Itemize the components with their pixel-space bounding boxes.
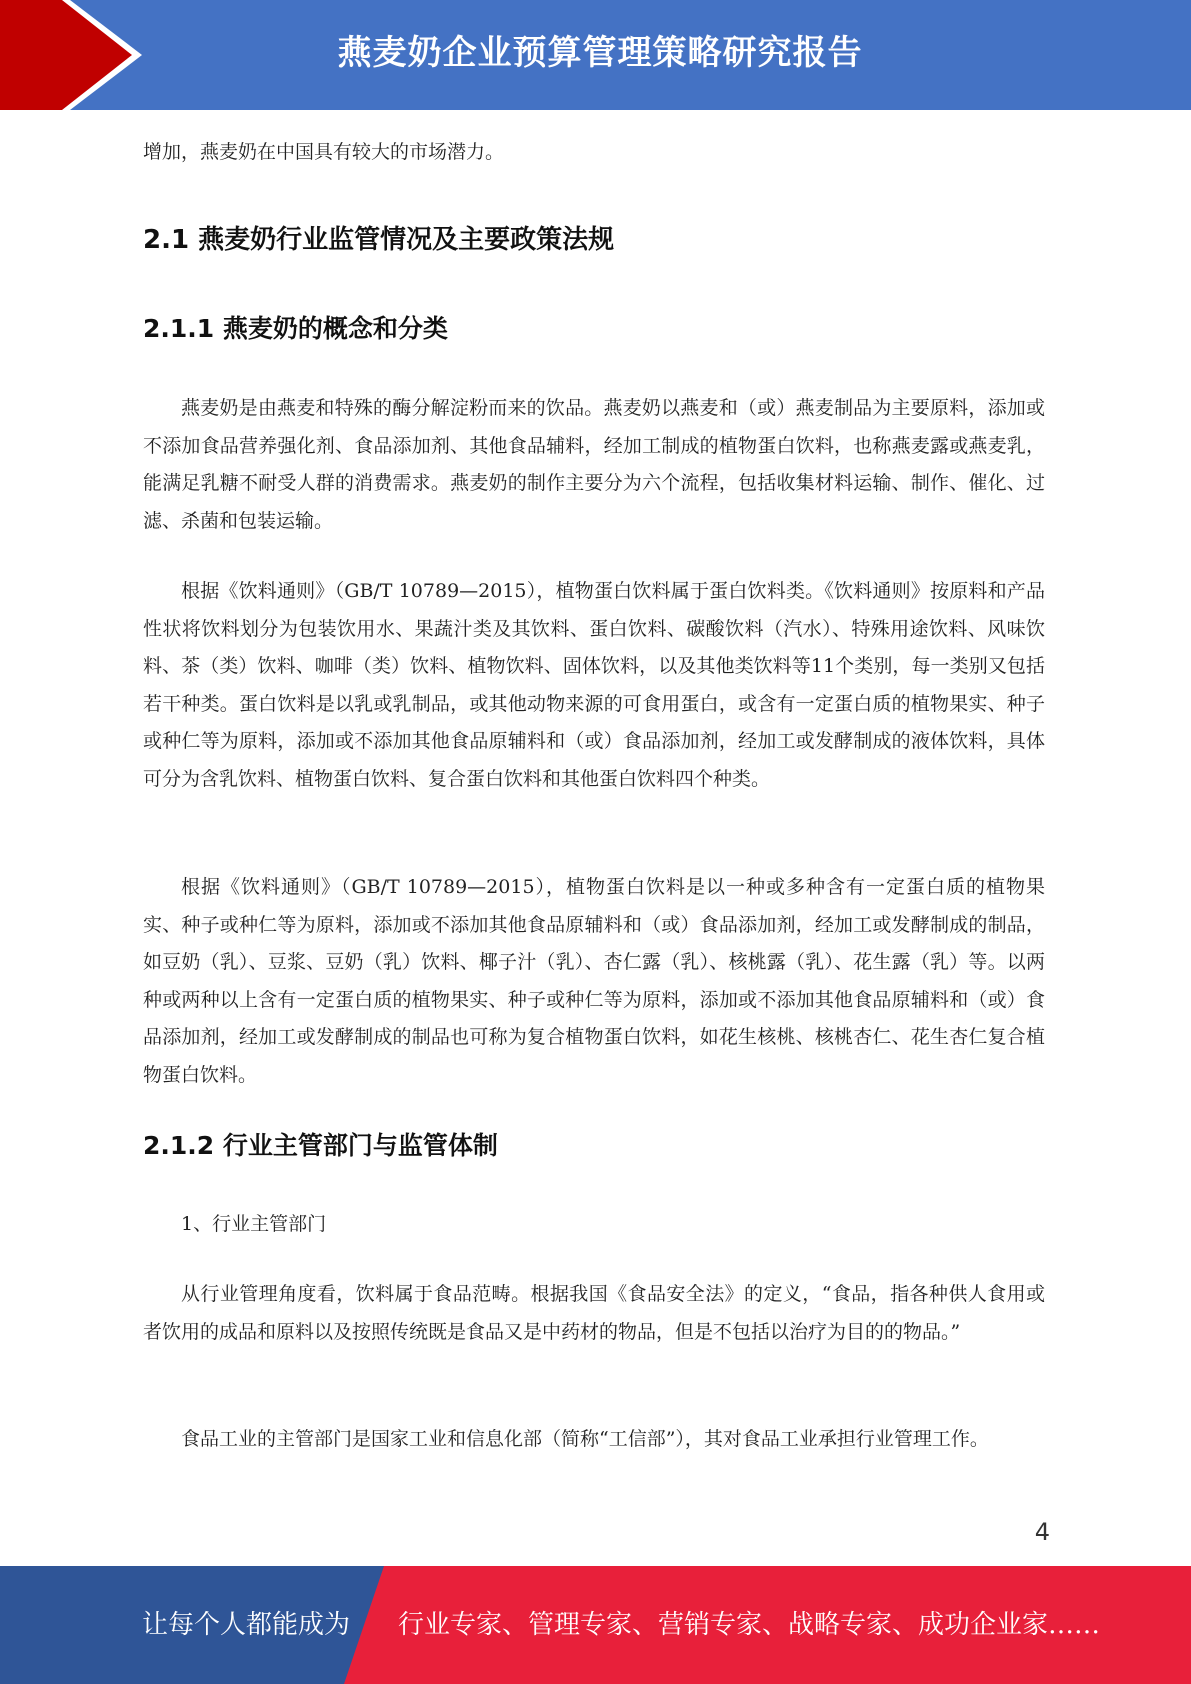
header-title: 燕麦奶企业预算管理策略研究报告 <box>337 33 863 73</box>
paragraph-food-definition: 从行业管理角度看，饮料属于食品范畴。根据我国《食品安全法》的定义，“食品，指各种供人食用或者饮用的成品和原料以及按照传统既是食品又是中药材的物品，但是不包括以治疗为目的的物品。” <box>143 1283 1045 1343</box>
subsection-heading-2-1-1: 2.1.1 燕麦奶的概念和分类 <box>143 314 448 343</box>
subsection-heading-2-1-2: 2.1.2 行业主管部门与监管体制 <box>143 1131 498 1160</box>
paragraph-plant-protein-drink: 根据《饮料通则》（GB/T 10789—2015），植物蛋白饮料是以一种或多种含有一定蛋白质的植物果实、种子或种仁等为原料，添加或不添加其他食品原辅料和（或）食品添加剂，经加工或发酵制成的制品，如豆奶（乳）、豆浆、豆奶（乳）饮料、椰子汁（乳）、杏仁露（乳）、核桃露（乳）、花生露（乳）等。以两种或两种以上含有一定蛋白质的植物果实、种子或种仁等为原料，添加或不添加其他食品原辅料和（或）食品添加剂，经加工或发酵制成的制品也可称为复合植物蛋白饮料，如花生核桃、核桃杏仁、花生杏仁复合植物蛋白饮料。 <box>143 876 1045 1086</box>
footer-slogan-right: 行业专家、管理专家、营销专家、战略专家、成功企业家…… <box>398 1610 1101 1640</box>
page-header <box>0 0 1191 110</box>
paragraph-miit: 食品工业的主管部门是国家工业和信息化部（简称“工信部”），其对食品工业承担行业管理工作。 <box>181 1428 989 1450</box>
header-arrow-decoration <box>0 0 160 110</box>
footer-slogan-left: 让每个人都能成为 <box>142 1610 351 1640</box>
paragraph-oat-milk-concept: 燕麦奶是由燕麦和特殊的酶分解淀粉而来的饮品。燕麦奶以燕麦和（或）燕麦制品为主要原料，添加或不添加食品营养强化剂、食品添加剂、其他食品辅料，经加工制成的植物蛋白饮料，也称燕麦露或燕麦乳，能满足乳糖不耐受人群的消费需求。燕麦奶的制作主要分为六个流程，包括收集材料运输、制作、催化、过滤、杀菌和包装运输。 <box>143 397 1045 532</box>
page-footer <box>0 1566 1191 1684</box>
page-number: 4 <box>1034 1518 1050 1546</box>
section-heading-2-1: 2.1 燕麦奶行业监管情况及主要政策法规 <box>143 225 615 255</box>
list-item-authority: 1、行业主管部门 <box>181 1213 327 1235</box>
intro-paragraph: 增加，燕麦奶在中国具有较大的市场潜力。 <box>143 141 505 163</box>
paragraph-beverage-classification: 根据《饮料通则》（GB/T 10789—2015），植物蛋白饮料属于蛋白饮料类。《饮料通则》按原料和产品性状将饮料划分为包装饮用水、果蔬汁类及其饮料、蛋白饮料、碳酸饮料（汽水）、特殊用途饮料、风味饮料、茶（类）饮料、咖啡（类）饮料、植物饮料、固体饮料，以及其他类饮料等11个类别，每一类别又包括若干种类。蛋白饮料是以乳或乳制品，或其他动物来源的可食用蛋白，或含有一定蛋白质的植物果实、种子或种仁等为原料，添加或不添加其他食品原辅料和（或）食品添加剂，经加工或发酵制成的液体饮料，具体可分为含乳饮料、植物蛋白饮料、复合蛋白饮料和其他蛋白饮料四个种类。 <box>143 580 1045 790</box>
